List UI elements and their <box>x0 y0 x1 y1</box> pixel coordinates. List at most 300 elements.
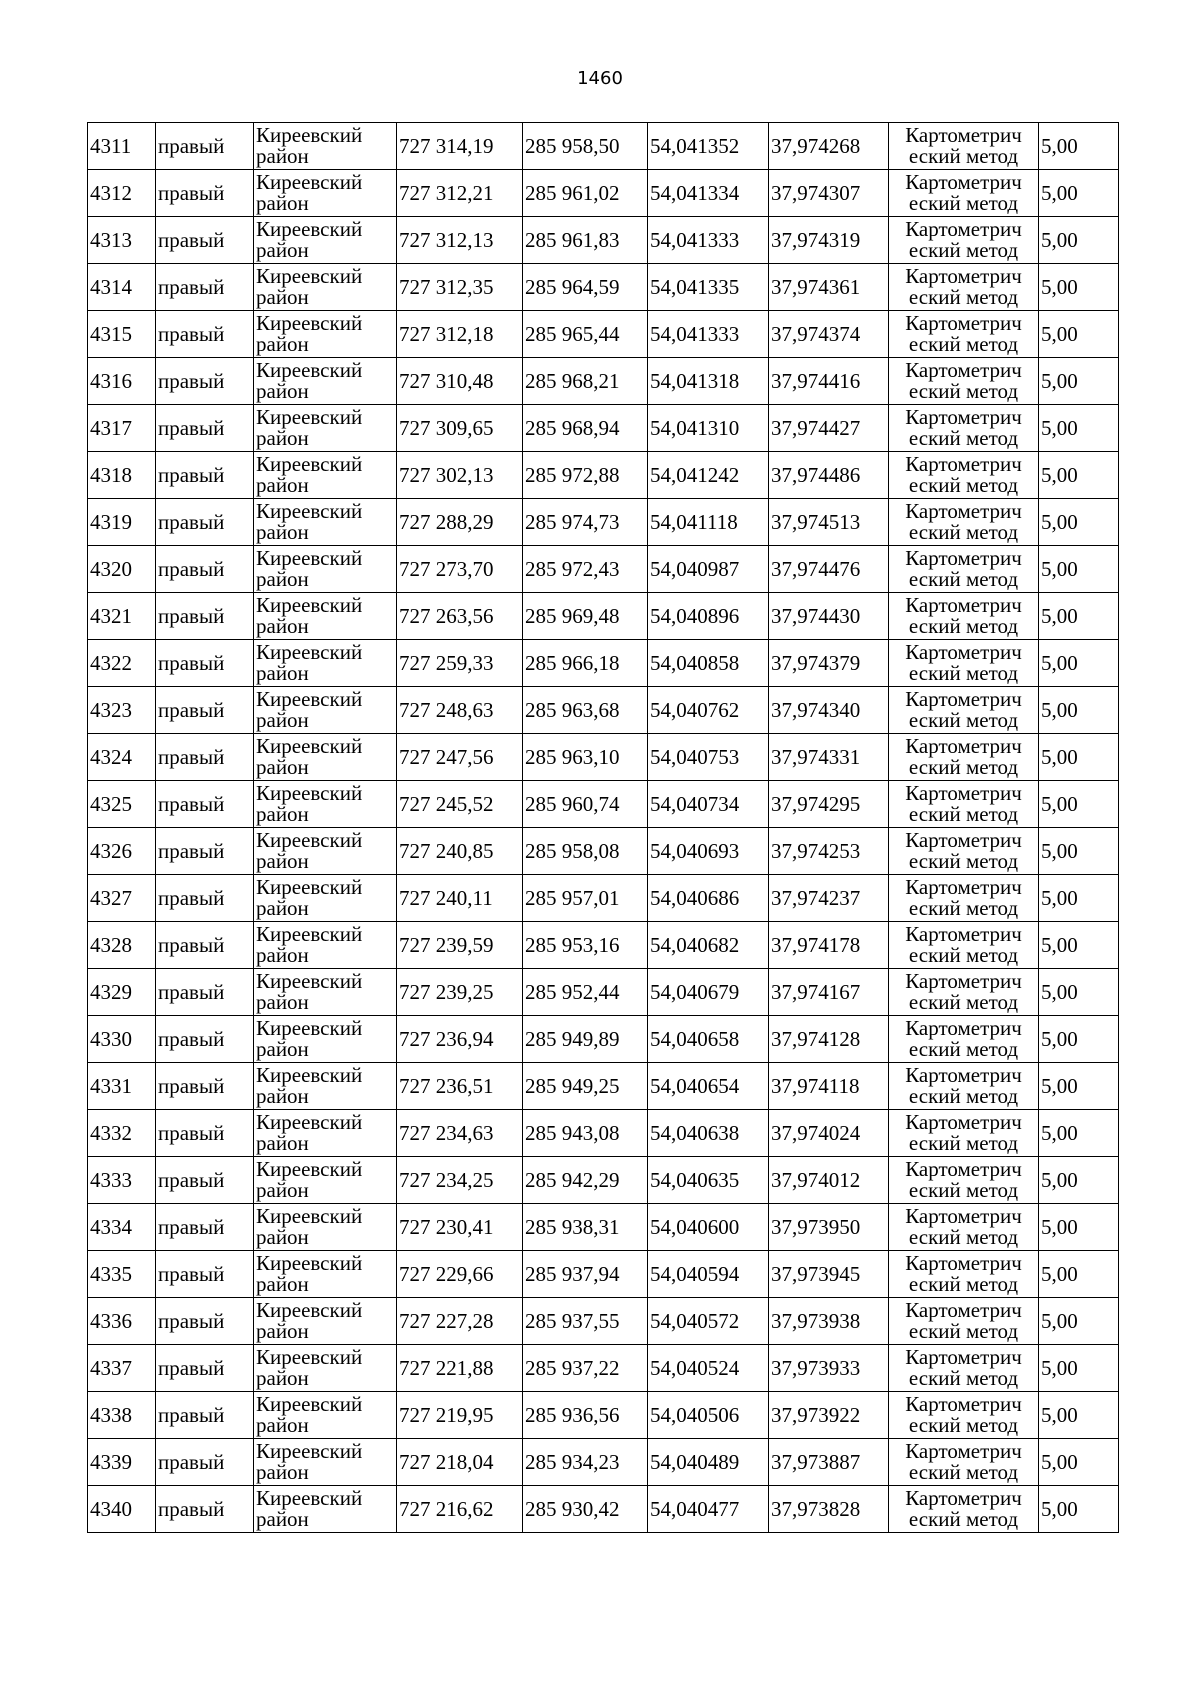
district-cell-line-2: район <box>256 943 309 967</box>
method-cell-line-1: Картометрич <box>905 640 1022 664</box>
accuracy-cell: 5,00 <box>1039 170 1119 217</box>
district-cell-line-1: Киреевский <box>256 781 363 805</box>
accuracy-cell: 5,00 <box>1039 922 1119 969</box>
table-row <box>88 1251 1119 1298</box>
longitude-cell: 37,974486 <box>769 452 889 499</box>
method-cell-line-2: еский метод <box>908 943 1019 967</box>
district-cell-line-1: Киреевский <box>256 969 363 993</box>
latitude-cell: 54,041242 <box>648 452 769 499</box>
y-coordinate-cell: 285 964,59 <box>523 264 648 311</box>
table-row <box>88 922 1119 969</box>
district-cell-line-2: район <box>256 473 309 497</box>
y-coordinate-cell: 285 958,50 <box>523 123 648 170</box>
district-cell-line-1: Киреевский <box>256 922 363 946</box>
district-cell <box>254 969 397 1016</box>
district-cell <box>254 1345 397 1392</box>
point-number-cell: 4330 <box>88 1016 156 1063</box>
method-cell-line-1: Картометрич <box>905 1345 1022 1369</box>
y-coordinate-cell: 285 937,94 <box>523 1251 648 1298</box>
method-cell <box>889 452 1039 499</box>
method-cell-line-1: Картометрич <box>905 358 1022 382</box>
longitude-cell: 37,973950 <box>769 1204 889 1251</box>
longitude-cell: 37,974361 <box>769 264 889 311</box>
point-number-cell: 4337 <box>88 1345 156 1392</box>
method-cell-line-2: еский метод <box>908 661 1019 685</box>
latitude-cell: 54,040506 <box>648 1392 769 1439</box>
side-cell: правый <box>156 781 254 828</box>
district-cell-line-1: Киреевский <box>256 1298 363 1322</box>
accuracy-cell: 5,00 <box>1039 1251 1119 1298</box>
y-coordinate-cell: 285 943,08 <box>523 1110 648 1157</box>
side-cell: правый <box>156 1063 254 1110</box>
y-coordinate-cell: 285 930,42 <box>523 1486 648 1533</box>
district-cell <box>254 170 397 217</box>
x-coordinate-cell: 727 227,28 <box>397 1298 523 1345</box>
district-cell-line-1: Киреевский <box>256 452 363 476</box>
latitude-cell: 54,040658 <box>648 1016 769 1063</box>
latitude-cell: 54,040693 <box>648 828 769 875</box>
side-cell: правый <box>156 1345 254 1392</box>
district-cell-line-2: район <box>256 567 309 591</box>
longitude-cell: 37,974253 <box>769 828 889 875</box>
latitude-cell: 54,040477 <box>648 1486 769 1533</box>
x-coordinate-cell: 727 288,29 <box>397 499 523 546</box>
district-cell <box>254 217 397 264</box>
point-number-cell: 4328 <box>88 922 156 969</box>
method-cell <box>889 123 1039 170</box>
method-cell-line-1: Картометрич <box>905 922 1022 946</box>
point-number-cell: 4320 <box>88 546 156 593</box>
district-cell <box>254 123 397 170</box>
table-row <box>88 170 1119 217</box>
method-cell <box>889 875 1039 922</box>
method-cell-line-1: Картометрич <box>905 1157 1022 1181</box>
method-cell <box>889 358 1039 405</box>
district-cell-line-2: район <box>256 1413 309 1437</box>
point-number-cell: 4321 <box>88 593 156 640</box>
longitude-cell: 37,974374 <box>769 311 889 358</box>
method-cell-line-2: еский метод <box>908 708 1019 732</box>
method-cell <box>889 687 1039 734</box>
point-number-cell: 4322 <box>88 640 156 687</box>
method-cell <box>889 264 1039 311</box>
x-coordinate-cell: 727 229,66 <box>397 1251 523 1298</box>
method-cell <box>889 1110 1039 1157</box>
x-coordinate-cell: 727 239,59 <box>397 922 523 969</box>
latitude-cell: 54,040489 <box>648 1439 769 1486</box>
longitude-cell: 37,974178 <box>769 922 889 969</box>
point-number-cell: 4324 <box>88 734 156 781</box>
method-cell <box>889 1439 1039 1486</box>
latitude-cell: 54,040686 <box>648 875 769 922</box>
table-row <box>88 217 1119 264</box>
table-row <box>88 593 1119 640</box>
side-cell: правый <box>156 546 254 593</box>
table-row <box>88 264 1119 311</box>
method-cell-line-1: Картометрич <box>905 452 1022 476</box>
district-cell-line-2: район <box>256 285 309 309</box>
longitude-cell: 37,973945 <box>769 1251 889 1298</box>
method-cell-line-2: еский метод <box>908 1037 1019 1061</box>
y-coordinate-cell: 285 957,01 <box>523 875 648 922</box>
method-cell-line-1: Картометрич <box>905 875 1022 899</box>
method-cell-line-2: еский метод <box>908 1178 1019 1202</box>
district-cell <box>254 734 397 781</box>
latitude-cell: 54,040896 <box>648 593 769 640</box>
district-cell-line-1: Киреевский <box>256 1063 363 1087</box>
method-cell-line-1: Картометрич <box>905 1439 1022 1463</box>
method-cell-line-1: Картометрич <box>905 1251 1022 1275</box>
table-row <box>88 1486 1119 1533</box>
side-cell: правый <box>156 640 254 687</box>
district-cell-line-1: Киреевский <box>256 358 363 382</box>
table-row <box>88 1392 1119 1439</box>
table-row <box>88 1204 1119 1251</box>
x-coordinate-cell: 727 216,62 <box>397 1486 523 1533</box>
point-number-cell: 4338 <box>88 1392 156 1439</box>
side-cell: правый <box>156 1486 254 1533</box>
side-cell: правый <box>156 1439 254 1486</box>
side-cell: правый <box>156 734 254 781</box>
district-cell <box>254 546 397 593</box>
page-number: 1460 <box>577 68 623 89</box>
method-cell-line-2: еский метод <box>908 1272 1019 1296</box>
district-cell <box>254 264 397 311</box>
point-number-cell: 4323 <box>88 687 156 734</box>
point-number-cell: 4333 <box>88 1157 156 1204</box>
method-cell-line-1: Картометрич <box>905 123 1022 147</box>
district-cell-line-2: район <box>256 614 309 638</box>
accuracy-cell: 5,00 <box>1039 828 1119 875</box>
method-cell-line-2: еский метод <box>908 1319 1019 1343</box>
district-cell-line-2: район <box>256 1460 309 1484</box>
latitude-cell: 54,040654 <box>648 1063 769 1110</box>
district-cell-line-1: Киреевский <box>256 1110 363 1134</box>
district-cell-line-1: Киреевский <box>256 170 363 194</box>
point-number-cell: 4331 <box>88 1063 156 1110</box>
method-cell <box>889 1157 1039 1204</box>
table-row <box>88 452 1119 499</box>
accuracy-cell: 5,00 <box>1039 1110 1119 1157</box>
method-cell <box>889 828 1039 875</box>
x-coordinate-cell: 727 247,56 <box>397 734 523 781</box>
method-cell <box>889 405 1039 452</box>
longitude-cell: 37,973887 <box>769 1439 889 1486</box>
latitude-cell: 54,040524 <box>648 1345 769 1392</box>
district-cell <box>254 922 397 969</box>
table-row <box>88 546 1119 593</box>
accuracy-cell: 5,00 <box>1039 1439 1119 1486</box>
method-cell <box>889 922 1039 969</box>
district-cell <box>254 875 397 922</box>
method-cell-line-2: еский метод <box>908 802 1019 826</box>
district-cell-line-2: район <box>256 896 309 920</box>
longitude-cell: 37,973938 <box>769 1298 889 1345</box>
latitude-cell: 54,040679 <box>648 969 769 1016</box>
method-cell <box>889 170 1039 217</box>
side-cell: правый <box>156 1016 254 1063</box>
method-cell-line-1: Картометрич <box>905 499 1022 523</box>
district-cell <box>254 405 397 452</box>
latitude-cell: 54,040638 <box>648 1110 769 1157</box>
coordinates-table <box>87 122 1119 1533</box>
y-coordinate-cell: 285 972,43 <box>523 546 648 593</box>
district-cell <box>254 1110 397 1157</box>
side-cell: правый <box>156 969 254 1016</box>
x-coordinate-cell: 727 263,56 <box>397 593 523 640</box>
latitude-cell: 54,040734 <box>648 781 769 828</box>
accuracy-cell: 5,00 <box>1039 264 1119 311</box>
x-coordinate-cell: 727 236,94 <box>397 1016 523 1063</box>
y-coordinate-cell: 285 942,29 <box>523 1157 648 1204</box>
district-cell-line-1: Киреевский <box>256 1392 363 1416</box>
point-number-cell: 4316 <box>88 358 156 405</box>
x-coordinate-cell: 727 248,63 <box>397 687 523 734</box>
method-cell-line-2: еский метод <box>908 426 1019 450</box>
point-number-cell: 4327 <box>88 875 156 922</box>
method-cell-line-1: Картометрич <box>905 546 1022 570</box>
method-cell-line-2: еский метод <box>908 332 1019 356</box>
latitude-cell: 54,040600 <box>648 1204 769 1251</box>
side-cell: правый <box>156 1157 254 1204</box>
district-cell <box>254 1063 397 1110</box>
latitude-cell: 54,041318 <box>648 358 769 405</box>
accuracy-cell: 5,00 <box>1039 1486 1119 1533</box>
method-cell <box>889 1204 1039 1251</box>
district-cell-line-2: район <box>256 1225 309 1249</box>
latitude-cell: 54,041352 <box>648 123 769 170</box>
method-cell-line-1: Картометрич <box>905 1110 1022 1134</box>
district-cell-line-2: район <box>256 1272 309 1296</box>
table-row <box>88 499 1119 546</box>
accuracy-cell: 5,00 <box>1039 1392 1119 1439</box>
district-cell-line-1: Киреевский <box>256 405 363 429</box>
district-cell-line-1: Киреевский <box>256 311 363 335</box>
table-row <box>88 358 1119 405</box>
district-cell-line-1: Киреевский <box>256 1486 363 1510</box>
point-number-cell: 4336 <box>88 1298 156 1345</box>
y-coordinate-cell: 285 963,10 <box>523 734 648 781</box>
method-cell-line-2: еский метод <box>908 238 1019 262</box>
y-coordinate-cell: 285 958,08 <box>523 828 648 875</box>
district-cell <box>254 687 397 734</box>
method-cell-line-1: Картометрич <box>905 781 1022 805</box>
side-cell: правый <box>156 922 254 969</box>
x-coordinate-cell: 727 234,63 <box>397 1110 523 1157</box>
method-cell-line-1: Картометрич <box>905 1298 1022 1322</box>
latitude-cell: 54,040987 <box>648 546 769 593</box>
longitude-cell: 37,974331 <box>769 734 889 781</box>
x-coordinate-cell: 727 259,33 <box>397 640 523 687</box>
method-cell <box>889 1392 1039 1439</box>
table-row <box>88 1439 1119 1486</box>
method-cell <box>889 1063 1039 1110</box>
longitude-cell: 37,974167 <box>769 969 889 1016</box>
y-coordinate-cell: 285 965,44 <box>523 311 648 358</box>
method-cell-line-2: еский метод <box>908 1084 1019 1108</box>
table-row <box>88 640 1119 687</box>
y-coordinate-cell: 285 952,44 <box>523 969 648 1016</box>
method-cell <box>889 593 1039 640</box>
latitude-cell: 54,040594 <box>648 1251 769 1298</box>
district-cell <box>254 311 397 358</box>
x-coordinate-cell: 727 310,48 <box>397 358 523 405</box>
side-cell: правый <box>156 1204 254 1251</box>
accuracy-cell: 5,00 <box>1039 1204 1119 1251</box>
district-cell-line-1: Киреевский <box>256 640 363 664</box>
district-cell <box>254 640 397 687</box>
longitude-cell: 37,973828 <box>769 1486 889 1533</box>
x-coordinate-cell: 727 314,19 <box>397 123 523 170</box>
longitude-cell: 37,974513 <box>769 499 889 546</box>
method-cell-line-1: Картометрич <box>905 593 1022 617</box>
latitude-cell: 54,040572 <box>648 1298 769 1345</box>
y-coordinate-cell: 285 937,55 <box>523 1298 648 1345</box>
method-cell-line-2: еский метод <box>908 473 1019 497</box>
x-coordinate-cell: 727 245,52 <box>397 781 523 828</box>
y-coordinate-cell: 285 961,83 <box>523 217 648 264</box>
point-number-cell: 4311 <box>88 123 156 170</box>
table-row <box>88 405 1119 452</box>
district-cell-line-2: район <box>256 1319 309 1343</box>
method-cell-line-1: Картометрич <box>905 217 1022 241</box>
method-cell <box>889 1016 1039 1063</box>
latitude-cell: 54,041334 <box>648 170 769 217</box>
y-coordinate-cell: 285 934,23 <box>523 1439 648 1486</box>
y-coordinate-cell: 285 953,16 <box>523 922 648 969</box>
method-cell-line-1: Картометрич <box>905 264 1022 288</box>
longitude-cell: 37,974427 <box>769 405 889 452</box>
method-cell-line-2: еский метод <box>908 896 1019 920</box>
accuracy-cell: 5,00 <box>1039 1016 1119 1063</box>
table-row <box>88 781 1119 828</box>
district-cell-line-1: Киреевский <box>256 217 363 241</box>
method-cell-line-1: Картометрич <box>905 1204 1022 1228</box>
x-coordinate-cell: 727 309,65 <box>397 405 523 452</box>
latitude-cell: 54,040762 <box>648 687 769 734</box>
district-cell-line-1: Киреевский <box>256 875 363 899</box>
point-number-cell: 4319 <box>88 499 156 546</box>
side-cell: правый <box>156 1392 254 1439</box>
x-coordinate-cell: 727 218,04 <box>397 1439 523 1486</box>
table-row <box>88 1063 1119 1110</box>
point-number-cell: 4340 <box>88 1486 156 1533</box>
district-cell-line-2: район <box>256 144 309 168</box>
point-number-cell: 4329 <box>88 969 156 1016</box>
method-cell-line-1: Картометрич <box>905 1016 1022 1040</box>
latitude-cell: 54,040858 <box>648 640 769 687</box>
longitude-cell: 37,974319 <box>769 217 889 264</box>
latitude-cell: 54,041335 <box>648 264 769 311</box>
table-body <box>88 123 1119 1533</box>
side-cell: правый <box>156 1298 254 1345</box>
district-cell-line-2: район <box>256 426 309 450</box>
x-coordinate-cell: 727 312,35 <box>397 264 523 311</box>
accuracy-cell: 5,00 <box>1039 1157 1119 1204</box>
district-cell <box>254 828 397 875</box>
district-cell-line-2: район <box>256 520 309 544</box>
longitude-cell: 37,974024 <box>769 1110 889 1157</box>
x-coordinate-cell: 727 312,13 <box>397 217 523 264</box>
method-cell <box>889 734 1039 781</box>
district-cell <box>254 781 397 828</box>
table-row <box>88 828 1119 875</box>
district-cell-line-2: район <box>256 191 309 215</box>
district-cell <box>254 1392 397 1439</box>
table-row <box>88 1345 1119 1392</box>
district-cell-line-2: район <box>256 849 309 873</box>
accuracy-cell: 5,00 <box>1039 593 1119 640</box>
side-cell: правый <box>156 875 254 922</box>
district-cell-line-1: Киреевский <box>256 1016 363 1040</box>
x-coordinate-cell: 727 221,88 <box>397 1345 523 1392</box>
side-cell: правый <box>156 452 254 499</box>
side-cell: правый <box>156 828 254 875</box>
point-number-cell: 4315 <box>88 311 156 358</box>
y-coordinate-cell: 285 966,18 <box>523 640 648 687</box>
table-row <box>88 1016 1119 1063</box>
latitude-cell: 54,041118 <box>648 499 769 546</box>
accuracy-cell: 5,00 <box>1039 1345 1119 1392</box>
y-coordinate-cell: 285 949,25 <box>523 1063 648 1110</box>
point-number-cell: 4314 <box>88 264 156 311</box>
point-number-cell: 4318 <box>88 452 156 499</box>
method-cell <box>889 1345 1039 1392</box>
district-cell <box>254 593 397 640</box>
y-coordinate-cell: 285 936,56 <box>523 1392 648 1439</box>
accuracy-cell: 5,00 <box>1039 734 1119 781</box>
y-coordinate-cell: 285 968,21 <box>523 358 648 405</box>
table-row <box>88 1298 1119 1345</box>
district-cell-line-2: район <box>256 1507 309 1531</box>
point-number-cell: 4313 <box>88 217 156 264</box>
accuracy-cell: 5,00 <box>1039 1298 1119 1345</box>
district-cell-line-2: район <box>256 990 309 1014</box>
district-cell-line-1: Киреевский <box>256 828 363 852</box>
point-number-cell: 4335 <box>88 1251 156 1298</box>
district-cell <box>254 1157 397 1204</box>
x-coordinate-cell: 727 273,70 <box>397 546 523 593</box>
method-cell-line-2: еский метод <box>908 1366 1019 1390</box>
x-coordinate-cell: 727 312,21 <box>397 170 523 217</box>
method-cell-line-1: Картометрич <box>905 828 1022 852</box>
side-cell: правый <box>156 264 254 311</box>
longitude-cell: 37,974340 <box>769 687 889 734</box>
y-coordinate-cell: 285 963,68 <box>523 687 648 734</box>
x-coordinate-cell: 727 240,11 <box>397 875 523 922</box>
latitude-cell: 54,041310 <box>648 405 769 452</box>
longitude-cell: 37,974295 <box>769 781 889 828</box>
district-cell-line-2: район <box>256 708 309 732</box>
method-cell <box>889 546 1039 593</box>
district-cell-line-1: Киреевский <box>256 264 363 288</box>
side-cell: правый <box>156 499 254 546</box>
method-cell-line-2: еский метод <box>908 567 1019 591</box>
district-cell-line-1: Киреевский <box>256 546 363 570</box>
method-cell-line-1: Картометрич <box>905 405 1022 429</box>
y-coordinate-cell: 285 960,74 <box>523 781 648 828</box>
x-coordinate-cell: 727 230,41 <box>397 1204 523 1251</box>
method-cell-line-2: еский метод <box>908 1225 1019 1249</box>
x-coordinate-cell: 727 234,25 <box>397 1157 523 1204</box>
x-coordinate-cell: 727 239,25 <box>397 969 523 1016</box>
accuracy-cell: 5,00 <box>1039 123 1119 170</box>
district-cell <box>254 1251 397 1298</box>
side-cell: правый <box>156 687 254 734</box>
point-number-cell: 4339 <box>88 1439 156 1486</box>
table-row <box>88 687 1119 734</box>
method-cell-line-1: Картометрич <box>905 170 1022 194</box>
